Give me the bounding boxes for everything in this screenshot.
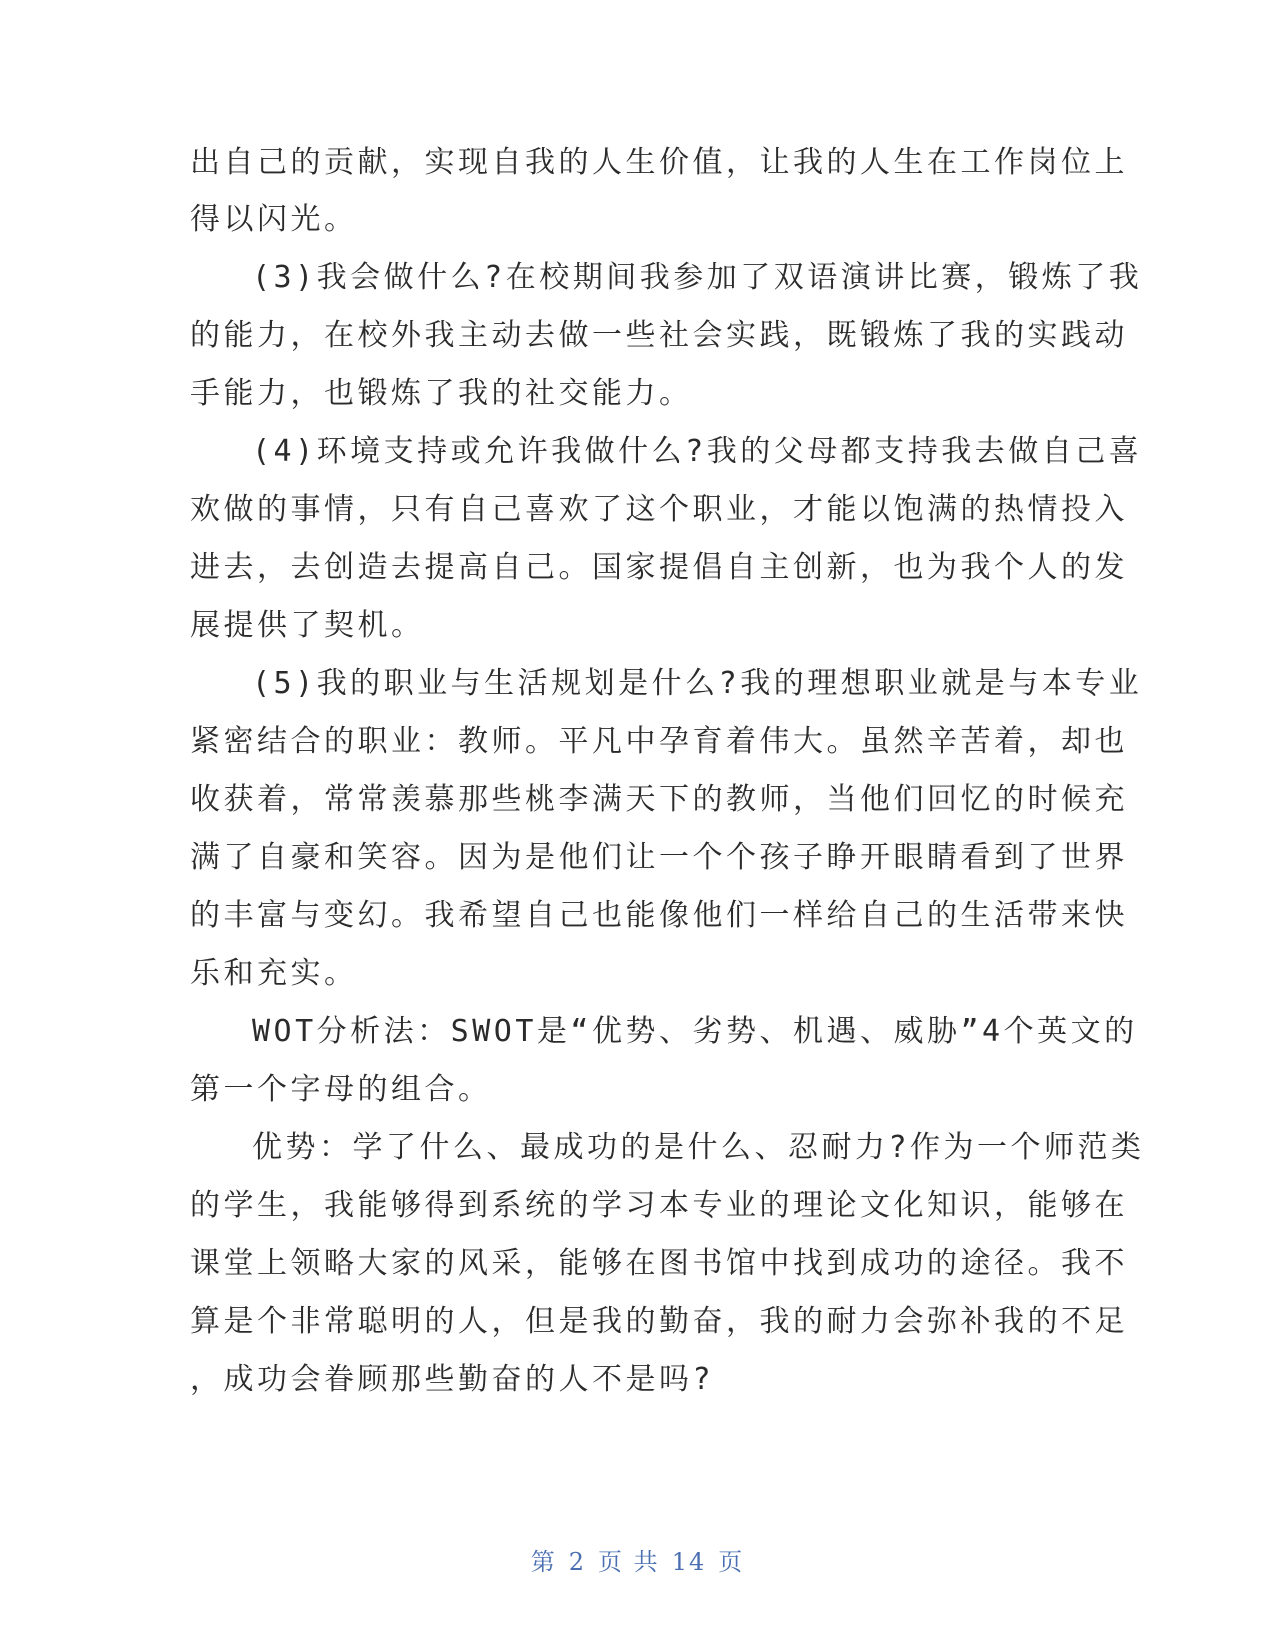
text-line: 满了自豪和笑容。因为是他们让一个个孩子睁开眼睛看到了世界 bbox=[190, 840, 1128, 875]
footer-total-pages: 14 bbox=[671, 1548, 707, 1576]
text-line: ，成功会眷顾那些勤奋的人不是吗? bbox=[190, 1362, 715, 1397]
footer-middle: 页 共 bbox=[598, 1548, 660, 1576]
text-line: 第一个字母的组合。 bbox=[190, 1072, 492, 1107]
text-line: (4)环境支持或允许我做什么?我的父母都支持我去做自己喜 bbox=[252, 434, 1143, 469]
text-line: 课堂上领略大家的风采，能够在图书馆中找到成功的途径。我不 bbox=[190, 1246, 1128, 1281]
text-line: 收获着，常常羡慕那些桃李满天下的教师，当他们回忆的时候充 bbox=[190, 782, 1128, 817]
text-line: 算是个非常聪明的人，但是我的勤奋，我的耐力会弥补我的不足 bbox=[190, 1304, 1128, 1339]
text-line: WOT分析法：SWOT是“优势、劣势、机遇、威胁”4个英文的 bbox=[252, 1014, 1138, 1049]
text-line: 手能力，也锻炼了我的社交能力。 bbox=[190, 376, 693, 411]
text-line: 乐和充实。 bbox=[190, 956, 358, 991]
text-line: (5)我的职业与生活规划是什么?我的理想职业就是与本专业 bbox=[252, 666, 1143, 701]
text-line: 紧密结合的职业：教师。平凡中孕育着伟大。虽然辛苦着，却也 bbox=[190, 724, 1128, 759]
text-line: 欢做的事情，只有自己喜欢了这个职业，才能以饱满的热情投入 bbox=[190, 492, 1128, 527]
text-line: 出自己的贡献，实现自我的人生价值，让我的人生在工作岗位上 bbox=[190, 145, 1128, 180]
text-line: 的能力，在校外我主动去做一些社会实践，既锻炼了我的实践动 bbox=[190, 318, 1128, 353]
text-line: 进去，去创造去提高自己。国家提倡自主创新，也为我个人的发 bbox=[190, 550, 1128, 585]
footer-current-page: 2 bbox=[568, 1548, 587, 1576]
text-line: 的学生，我能够得到系统的学习本专业的理论文化知识，能够在 bbox=[190, 1188, 1128, 1223]
text-line: 优势：学了什么、最成功的是什么、忍耐力?作为一个师范类 bbox=[252, 1130, 1145, 1165]
page-footer bbox=[0, 1542, 1275, 1577]
text-line: 展提供了契机。 bbox=[190, 608, 425, 643]
text-line: (3)我会做什么?在校期间我参加了双语演讲比赛，锻炼了我 bbox=[252, 260, 1143, 295]
text-line: 的丰富与变幻。我希望自己也能像他们一样给自己的生活带来快 bbox=[190, 898, 1128, 933]
text-line: 得以闪光。 bbox=[190, 202, 358, 237]
footer-suffix: 页 bbox=[718, 1548, 745, 1576]
footer-prefix: 第 bbox=[530, 1548, 557, 1576]
